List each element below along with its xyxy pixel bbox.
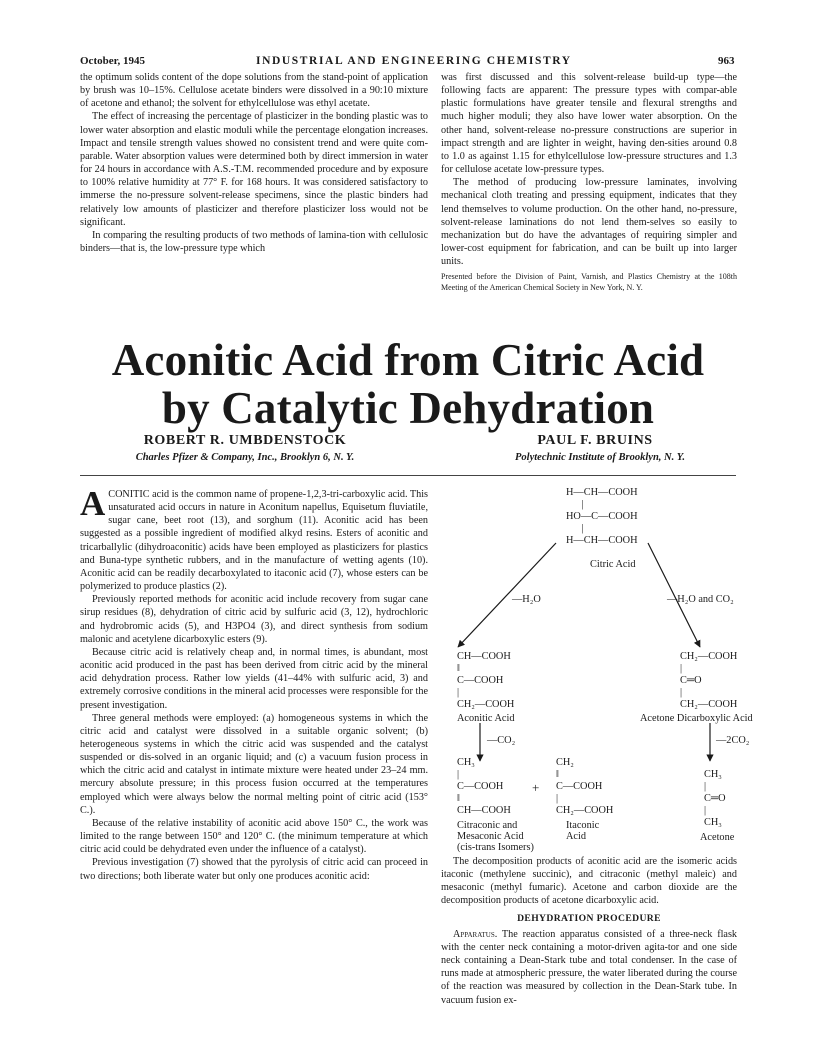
- author-name: PAUL F. BRUINS: [537, 433, 653, 448]
- acetone-label: Acetone: [700, 832, 735, 843]
- article-title-line-2: by Catalytic Dehydration: [161, 383, 655, 433]
- arrow-left: [458, 543, 556, 647]
- paragraph: Previously reported methods for aconitic acid include recovery from sugar cane sirup residues (8), dehydration of citric acid by sulfuric acid (3, 12), hydrochloric and hydrobromic acids (5), and H3PO4 (3), and direct synthesis from sodium malonic and acetylene dicarboxylic esters (9).: [80, 594, 428, 645]
- apparatus-label: Apparatus.: [453, 928, 498, 940]
- citric-acid-structure: H—CH—COOH | HO—C—COOH | H—CH—COOH: [566, 487, 638, 546]
- paragraph: In comparing the resulting products of two methods of lamina-tion with cellulosic binders—that is, the low-pressure type which: [80, 229, 428, 255]
- header-page-number: 963: [718, 55, 735, 67]
- paragraph: The effect of increasing the percentage of plasticizer in the bonding plastic was to lower water absorption and elastic moduli while the percentage elongation increases. Impact and tensile strength values showed no consistent trend and were quite com-parable. Water absorption values were determined both by direct immersion in water for 24 hours in accordance with A.S.-T.M. recommended procedure and by exposure to 100% relative humidity at 77° F. for 168 hours. It was considered satisfactory to immerse the no-pressure solvent-release specimens, since the plastic binders had relatively low amounts of plasticizer and therefore plasticizer loss would not be significant.: [80, 111, 428, 228]
- acetone-dicarboxylic-structure: CH₂—COOH | C═O | CH₂—COOH: [680, 651, 738, 710]
- arrow-right: [648, 543, 700, 647]
- section-heading: DEHYDRATION PROCEDURE: [517, 912, 661, 924]
- drop-cap: A: [80, 484, 106, 523]
- presented-note: Presented before the Division of Paint, Varnish, and Plastics Chemistry at the 108th Meeting of the American Chemical Society in New York, N. Y.: [441, 272, 737, 293]
- acetone-structure: CH₃ | C═O | CH₃: [704, 769, 726, 828]
- paragraph: Previous investigation (7) showed that the pyrolysis of citric acid can proceed in two directions; both liberate water but only one produces aconitic acid:: [80, 857, 428, 882]
- itaconic-acid-structure: CH₂ ‖ C—COOH | CH₂—COOH: [556, 757, 614, 816]
- paragraph: Because of the relative instability of aconitic acid above 150° C., the work was limited to the range between 150° and 120° C. (the minimum temperature at which citric acid could be dehydrated even under the influence of a catalyst).: [80, 817, 428, 856]
- citric-acid-label: Citric Acid: [590, 559, 636, 570]
- minus-water-co2-label: —H₂O and CO₂: [667, 594, 734, 605]
- paragraph: was first discussed and this solvent-release build-up type—the following facts are apparent: The pressure types with compar-able plastic formulations have greater tensile and flexural strengths and much higher moduli; they also have lower water absorption. On the other hand, solvent-release no-pressure constructions are superior in impact strength and are lighter in weight, having den-sities around 0.8 to 1.0 as against 1.15 for ethylcellulose low-pressure structures and 1.3 for cellulose acetate low-pressure types.: [441, 72, 737, 176]
- citraconic-acid-structure: CH₃ | C—COOH ‖ CH—COOH: [457, 757, 511, 816]
- minus-2co2-label: —2CO₂: [716, 735, 750, 746]
- header-journal: INDUSTRIAL AND ENGINEERING CHEMISTRY: [256, 55, 572, 67]
- itaconic-acid-label: Itaconic Acid: [566, 820, 600, 842]
- aconitic-acid-label: Aconitic Acid: [457, 713, 515, 724]
- citraconic-acid-label: Citraconic and Mesaconic Acid (cis-trans Isomers): [457, 820, 534, 853]
- author-affiliation: Charles Pfizer & Company, Inc., Brooklyn 6, N. Y.: [135, 452, 355, 463]
- article-title-line-1: Aconitic Acid from Citric Acid: [111, 335, 705, 385]
- aconitic-acid-structure: CH—COOH ‖ C—COOH | CH₂—COOH: [457, 651, 515, 710]
- acetone-dicarboxylic-label: Acetone Dicarboxylic Acid: [640, 713, 753, 724]
- minus-co2-label: —CO₂: [487, 735, 516, 746]
- header-date: October, 1945: [80, 55, 145, 67]
- paragraph: Because citric acid is relatively cheap and, in normal times, is abundant, most aconitic acid produced in the past has been derived from citric acid by the mineral acid dehydration process. Rather low yields (41–44% with sulfuric acid, 3) and extremely corrosive conditions in the mineral acid processes were responsible for the present investigation.: [80, 646, 428, 711]
- paragraph: The decomposition products of aconitic acid are the isomeric acids itaconic (methylene succinic), and citraconic (methyl maleic) and mesaconic (methyl fumaric). Acetone and carbon dioxide are the decomposition products of acetone dicarboxylic acid.: [441, 856, 737, 907]
- minus-water-label: —H₂O: [512, 594, 541, 605]
- author-name: ROBERT R. UMBDENSTOCK: [143, 433, 347, 448]
- paragraph: Three general methods were employed: (a) homogeneous systems in which the citric acid and catalyst were dissolved in a suitable organic solvent; (b) heterogeneous systems in which the citric acid was suspended and the catalyst suspended or dis-solved in an organic liquid; and (c) a vacuum fusion process in which the citric acid and catalyst in intimate mixture were heated under 23–24 mm. mercury absolute pressure; in this process fusion occurred at the temperatures employed which were always below the normal melting point of citric acid (153° C.).: [80, 712, 428, 816]
- author-affiliation: Polytechnic Institute of Brooklyn, N. Y.: [515, 452, 685, 463]
- paragraph: the optimum solids content of the dope solutions from the stand-point of application by brush was 10–15%. Cellulose acetate binders were dissolved in a 90:10 mixture of acetone and ethanol; the solvent for ethylcellulose was ethyl acetate.: [80, 72, 428, 110]
- plus-sign: +: [532, 780, 540, 795]
- paragraph: The method of producing low-pressure laminates, involving mechanical cloth treating and pressing equipment, indicates that they lend themselves to volume production. On the other hand, no-pressure, solvent-release laminations do not lend them-selves so easily to mechanization but do have the advantages of requiring simpler and lower-cost equipment for fabrication, and can be built up into larger units.: [441, 177, 737, 268]
- apparatus-paragraph: Apparatus. The reaction apparatus consisted of a three-neck flask with the center neck containing a motor-driven agita-tor and one side neck containing a Dean-Stark tube and total condenser. In the case of runs made at atmospheric pressure, the water liberated during the course of the reaction was measured by collection in the Dean-Stark tube. In vacuum fusion ex-: [441, 928, 737, 1006]
- intro-paragraph: ACONITIC acid is the common name of propene-1,2,3-tri-carboxylic acid. This unsaturated acid occurs in nature in Aconitum napellus, Equisetum fluviatile, sugar cane, beet root (13), and sorghum (11). Aconitic acid has been suggested as a possible ingredient of modified alkyd resins. Esters of aconitic and tricarballylic (dihydroaconitic) acids have been employed as plasticizers for plastics and Buna-type synthetic rubbers, and in the manufacture of wetting agents (10). Aconitic acid can be readily decarboxylated to itaconic acid (7), whose esters can be polymerized to produce plastics (2).: [80, 484, 428, 593]
- body-right-column: [441, 855, 737, 1007]
